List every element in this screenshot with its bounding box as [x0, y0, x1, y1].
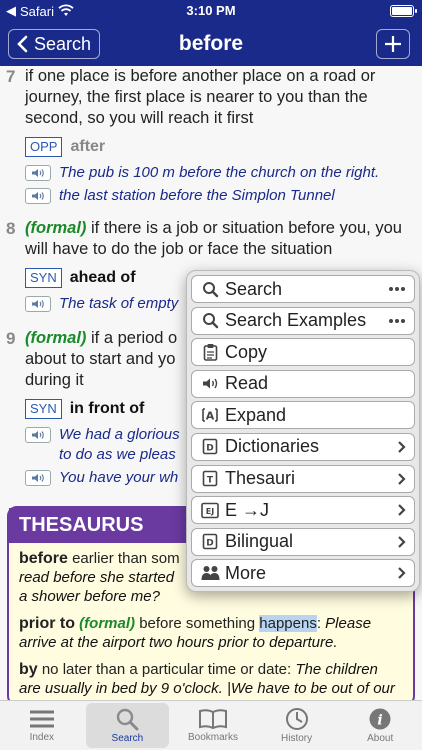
ej-icon	[200, 502, 220, 519]
menu-item-copy[interactable]	[191, 338, 415, 366]
menu-item-search-examples[interactable]	[191, 307, 415, 335]
search-icon	[115, 707, 139, 731]
svg-text:T: T	[206, 475, 214, 486]
chevron-right-icon	[397, 434, 406, 460]
syn-tag: SYN	[25, 399, 62, 419]
tab-label: History	[281, 733, 313, 744]
opposite-word[interactable]: after	[70, 138, 106, 155]
menu-item-label: Expand	[225, 404, 287, 425]
tab-bar	[0, 700, 422, 750]
context-menu	[186, 270, 420, 592]
thesaurus-icon	[200, 470, 220, 487]
menu-item-dictionaries[interactable]	[191, 433, 415, 461]
opp-tag: OPP	[25, 137, 62, 157]
menu-item-label: Search Examples	[225, 310, 367, 331]
book-icon	[198, 708, 228, 730]
thesaurus-example: Please arrive at the airport two hours prior to departure.	[19, 615, 372, 651]
chevron-right-icon	[397, 529, 406, 555]
bilingual-icon	[200, 533, 220, 550]
thesaurus-definition: earlier than som	[72, 550, 180, 567]
syn-tag: SYN	[25, 268, 62, 288]
sense-definition-line: during it	[25, 371, 84, 389]
sense-number: 9	[6, 329, 16, 348]
menu-item-expand[interactable]	[191, 401, 415, 429]
sense-definition-line: if a period o	[91, 329, 178, 347]
register-label: (formal)	[79, 615, 136, 632]
expand-icon	[200, 407, 220, 423]
speaker-icon[interactable]	[25, 296, 51, 312]
svg-text:EJ: EJ	[205, 506, 215, 516]
speaker-icon[interactable]	[25, 427, 51, 443]
thesaurus-example-line: a shower before me?	[19, 588, 160, 605]
selected-word[interactable]: happens	[259, 615, 317, 632]
tab-label: About	[367, 733, 394, 744]
clock: 3:10 PM	[186, 3, 236, 18]
menu-item-more[interactable]	[191, 559, 415, 587]
sense-definition: if there is a job or situation before you, you will have to do the job or face the situation	[25, 219, 402, 258]
menu-item-label: Bilingual	[225, 531, 294, 552]
example-text: The task of empty	[59, 295, 179, 312]
thesaurus-word[interactable]: by	[19, 661, 38, 678]
menu-item-label: Thesauri	[225, 468, 296, 489]
definition-colon: :	[316, 615, 321, 632]
more-icon[interactable]	[388, 276, 406, 302]
info-icon	[368, 707, 392, 731]
chevron-right-icon	[397, 466, 406, 492]
more-icon[interactable]	[388, 308, 406, 334]
tab-label: Index	[29, 732, 55, 743]
thesaurus-definition: before something	[139, 615, 256, 632]
svg-text:i: i	[377, 712, 383, 729]
tab-index[interactable]	[0, 701, 84, 750]
thesaurus-word[interactable]: prior to	[19, 615, 75, 632]
back-to-app-icon: ◀	[6, 3, 16, 18]
menu-item-label: More	[225, 562, 267, 583]
search-icon	[200, 281, 220, 298]
search-icon	[200, 312, 220, 329]
menu-item-e-to-j[interactable]	[191, 496, 415, 524]
sense-definition-line: about to start and yo	[25, 350, 176, 368]
menu-item-label: E →J	[225, 499, 270, 520]
sense-definition: if one place is before another place on a road or journey, the first place is nearer to you than the second, so you will reach it first	[25, 67, 376, 127]
menu-item-read[interactable]	[191, 370, 415, 398]
speaker-icon[interactable]	[25, 470, 51, 486]
menu-item-label: Copy	[225, 341, 268, 362]
menu-item-bilingual[interactable]	[191, 528, 415, 556]
tab-bookmarks[interactable]	[171, 701, 255, 750]
example-text: We had a glorious to do as we pleas	[59, 426, 180, 463]
register-label: (formal)	[25, 329, 87, 347]
menu-item-thesauri[interactable]	[191, 465, 415, 493]
svg-text:D: D	[206, 538, 214, 549]
sense-7	[0, 66, 422, 129]
thesaurus-entry	[19, 614, 403, 652]
status-bar	[0, 0, 422, 22]
plus-icon	[383, 34, 403, 54]
list-icon	[28, 708, 56, 730]
register-label: (formal)	[25, 219, 87, 237]
synonym-word[interactable]: ahead of	[69, 269, 136, 286]
add-bookmark-button[interactable]	[376, 29, 410, 59]
example	[25, 186, 422, 206]
speaker-icon[interactable]	[25, 165, 51, 181]
page-title: before	[178, 32, 244, 55]
battery-icon	[390, 5, 414, 17]
synonym-word[interactable]: in front of	[69, 400, 145, 417]
thesaurus-example-line: read before she started	[19, 569, 175, 586]
menu-item-label: Search	[225, 278, 283, 299]
sense-number: 7	[6, 67, 16, 86]
example-text: You have your wh	[59, 469, 179, 486]
example	[25, 163, 422, 183]
sense-8	[0, 218, 422, 260]
tab-search[interactable]	[86, 703, 170, 748]
thesaurus-word[interactable]: before	[19, 550, 68, 567]
chevron-right-icon	[397, 560, 406, 586]
tab-about[interactable]	[338, 701, 422, 750]
navigation-bar	[0, 22, 422, 66]
svg-text:A: A	[205, 409, 215, 423]
thesaurus-definition: no later than a particular time or date:	[41, 661, 292, 678]
speaker-icon	[200, 377, 220, 390]
clock-icon	[285, 707, 309, 731]
thesaurus-example: The children are usually in bed by 9 o'clock. |We have to be out of our	[19, 661, 395, 697]
tab-history[interactable]	[255, 701, 339, 750]
example-text: the last station before the Simplon Tunnel	[59, 187, 335, 204]
dictionary-icon	[200, 438, 220, 455]
chevron-right-icon	[397, 497, 406, 523]
clipboard-icon	[200, 343, 220, 361]
people-icon	[200, 565, 220, 581]
menu-item-search[interactable]	[191, 275, 415, 303]
menu-item-label: Dictionaries	[225, 436, 320, 457]
example-text: The pub is 100 m before the church on the right.	[59, 164, 380, 181]
svg-text:D: D	[206, 443, 214, 454]
tab-label: Search	[111, 733, 144, 744]
carrier-label: Safari	[20, 3, 54, 19]
back-button-label: Search	[34, 33, 92, 54]
opposite-line	[25, 137, 422, 157]
tab-label: Bookmarks	[187, 732, 238, 743]
menu-item-label: Read	[225, 373, 269, 394]
sense-number: 8	[6, 219, 16, 238]
speaker-icon[interactable]	[25, 188, 51, 204]
thesaurus-header: THESAURUS	[9, 508, 413, 543]
